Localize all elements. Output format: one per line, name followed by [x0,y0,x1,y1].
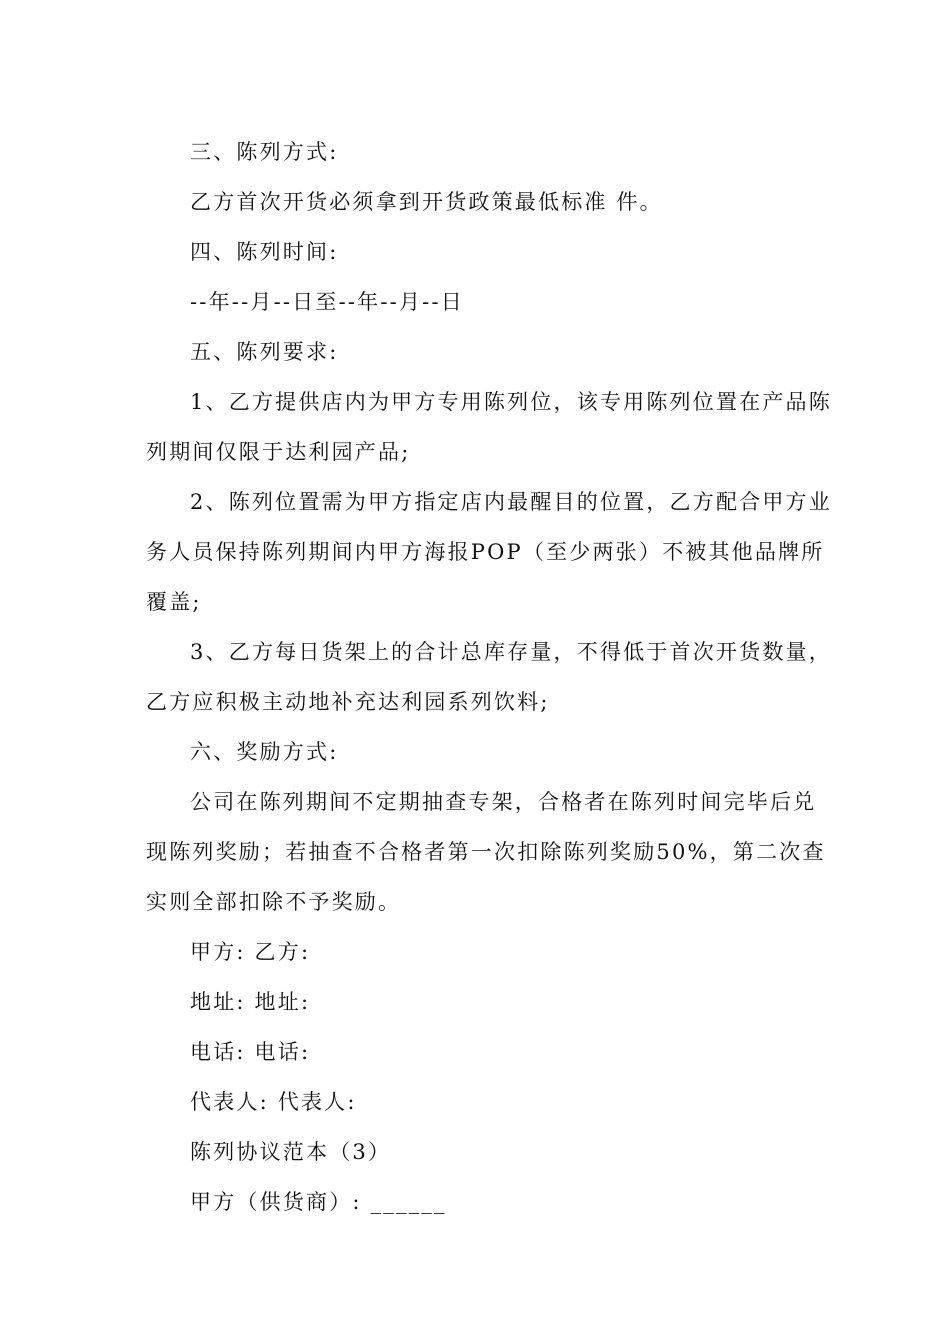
paragraph-line: 列期间仅限于达利园产品; [146,440,411,464]
signature-address-line: 地址: 地址: [190,990,311,1014]
template-title: 陈列协议范本（3） [190,1140,392,1164]
signature-phone-line: 电话: 电话: [190,1040,311,1064]
paragraph-line: 现陈列奖励；若抽查不合格者第一次扣除陈列奖励50%，第二次查 [146,840,826,864]
paragraph-line: 乙方应积极主动地补充达利园系列饮料; [146,690,550,714]
section-heading-display-time: 四、陈列时间: [190,240,339,264]
paragraph-line: 务人员保持陈列期间内甲方海报POP（至少两张）不被其他品牌所 [146,540,825,564]
section-heading-display-requirements: 五、陈列要求: [190,340,339,364]
paragraph-line: 2、陈列位置需为甲方指定店内最醒目的位置，乙方配合甲方业 [190,490,832,514]
signature-party-line: 甲方: 乙方: [190,940,311,964]
paragraph-line: 公司在陈列期间不定期抽查专架，合格者在陈列时间完毕后兑 [190,790,817,814]
paragraph-line: 覆盖; [146,590,202,614]
supplier-party-line: 甲方（供货商）: ______ [190,1190,447,1214]
section-heading-reward-method: 六、奖励方式: [190,740,339,764]
paragraph-line: 乙方首次开货必须拿到开货政策最低标准 件。 [190,190,663,214]
paragraph-line: 3、乙方每日货架上的合计总库存量，不得低于首次开货数量， [190,640,832,664]
paragraph-line: 实则全部扣除不予奖励。 [146,890,402,914]
date-range-line: --年--月--日至--年--月--日 [190,290,464,314]
signature-representative-line: 代表人: 代表人: [190,1090,357,1114]
paragraph-line: 1、乙方提供店内为甲方专用陈列位，该专用陈列位置在产品陈 [190,390,832,414]
section-heading-display-method: 三、陈列方式: [190,140,339,164]
